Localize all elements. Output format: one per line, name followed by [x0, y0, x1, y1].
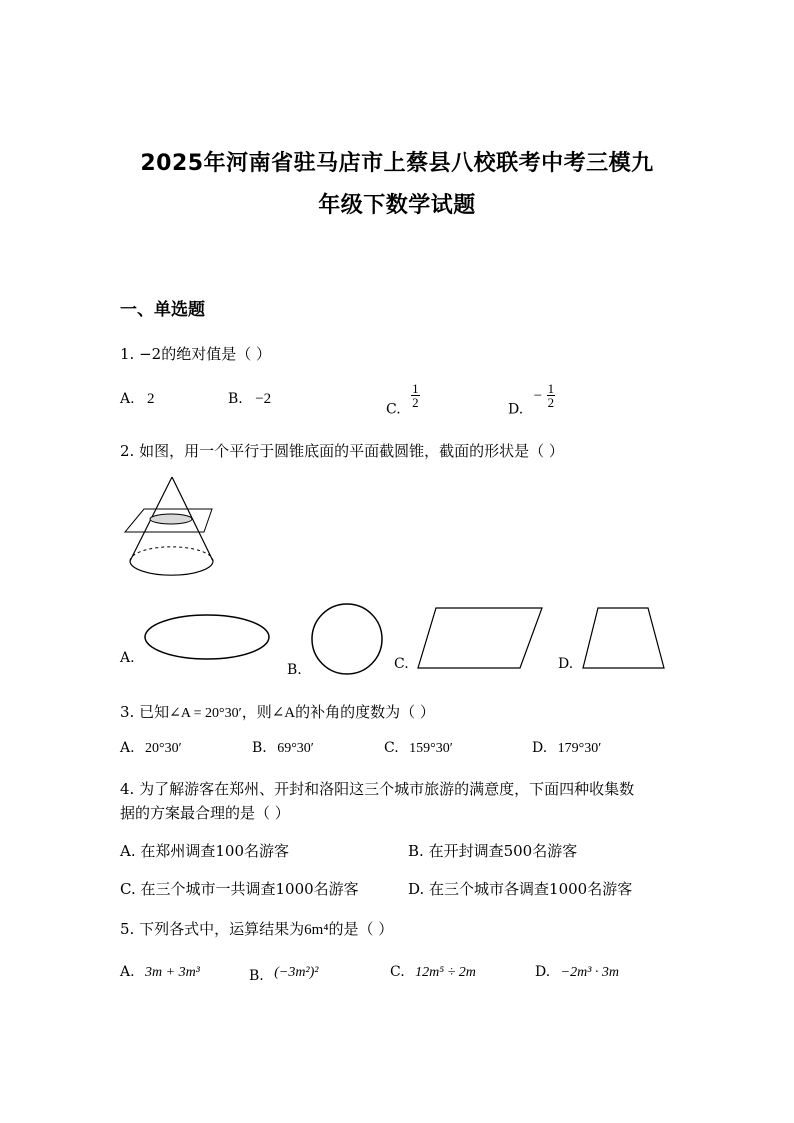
question-4-line-1: 4. 为了解游客在郑州、开封和洛阳这三个城市旅游的满意度，下面四种收集数: [120, 780, 635, 798]
section-heading: 一、单选题: [120, 300, 205, 320]
question-text: 5. 下列各式中，运算结果为: [120, 920, 305, 938]
q4-option-d[interactable]: [408, 878, 632, 899]
option-label: C.: [384, 740, 399, 756]
question-5: [120, 918, 393, 939]
title-line-2: 年级下数学试题: [318, 193, 476, 218]
option-label: B.: [252, 740, 267, 756]
option-label: C.: [120, 880, 136, 898]
option-value: 2: [147, 391, 155, 407]
fraction-numerator: 1: [547, 381, 555, 396]
q1-option-b[interactable]: [228, 391, 271, 408]
q3-option-b[interactable]: [252, 740, 314, 757]
option-value: 3m + 3m³: [145, 965, 200, 980]
q4-option-a[interactable]: [120, 840, 289, 861]
option-value: 12m⁵ ÷ 2m: [415, 965, 476, 980]
option-label: B.: [287, 662, 302, 678]
q5-option-d[interactable]: [535, 964, 619, 981]
option-label: B.: [408, 842, 424, 860]
fraction-numerator: 1: [412, 381, 419, 396]
parallelogram-shape: [414, 606, 546, 670]
angle-reference: ∠A: [271, 705, 296, 721]
option-label: D.: [408, 880, 425, 898]
option-label: D.: [558, 656, 574, 672]
question-3: [120, 701, 435, 722]
q3-option-c[interactable]: [384, 740, 453, 757]
option-label: A.: [120, 391, 135, 407]
question-text: 的是（ ）: [328, 920, 394, 938]
question-1: 1. −2的绝对值是（ ）: [120, 345, 271, 363]
question-text: 的补角的度数为（ ）: [295, 703, 435, 721]
fraction-denominator: 2: [547, 395, 555, 410]
q2-option-d[interactable]: [558, 656, 573, 672]
option-value: 20°30′: [145, 741, 182, 756]
option-value: 179°30′: [557, 741, 602, 756]
question-4-line-2: 据的方案最合理的是（ ）: [120, 804, 290, 822]
option-label: A.: [120, 964, 135, 980]
cone-section-figure: [120, 475, 230, 580]
q1-option-a[interactable]: [120, 391, 155, 408]
question-text: 3. 已知: [120, 703, 170, 721]
q5-option-c[interactable]: [390, 964, 476, 981]
question-2: 2. 如图，用一个平行于圆锥底面的平面截圆锥，截面的形状是（ ）: [120, 442, 564, 460]
option-value: 69°30′: [277, 741, 314, 756]
option-value: 159°30′: [409, 741, 453, 756]
option-value: −2m³ · 3m: [560, 965, 620, 980]
option-value: 在郑州调查100名游客: [140, 842, 290, 860]
target-expression: 6m⁴: [304, 922, 329, 938]
angle-expression: ∠A = 20°30′: [169, 706, 242, 721]
title-line-1: 2025年河南省驻马店市上蔡县八校联考中考三模九: [140, 151, 654, 176]
trapezoid-shape: [580, 606, 670, 670]
q5-option-b[interactable]: [249, 964, 318, 984]
q2-option-a[interactable]: [120, 650, 135, 666]
minus-sign: −: [533, 387, 543, 404]
option-label: A.: [120, 740, 135, 756]
option-label: C.: [394, 656, 409, 672]
q3-option-a[interactable]: [120, 740, 182, 757]
fraction: [547, 382, 556, 409]
option-value: 在三个城市一共调查1000名游客: [140, 880, 359, 898]
option-label: D.: [508, 401, 524, 418]
q1-option-c[interactable]: [386, 382, 420, 418]
option-label: A.: [120, 842, 136, 860]
q1-option-d[interactable]: [508, 382, 555, 418]
option-value: 在开封调查500名游客: [428, 842, 578, 860]
q4-option-c[interactable]: [120, 878, 359, 899]
option-label: B.: [228, 391, 243, 407]
q2-option-c[interactable]: [394, 656, 409, 672]
circle-shape: [309, 601, 385, 677]
option-label: A.: [120, 650, 135, 666]
q2-option-b[interactable]: [287, 662, 302, 678]
q4-option-b[interactable]: [408, 840, 577, 861]
option-label: D.: [535, 964, 551, 980]
fraction-denominator: 2: [412, 395, 419, 410]
q5-option-a[interactable]: [120, 964, 200, 981]
ellipse-shape: [143, 613, 273, 663]
question-text: ，则: [241, 703, 272, 721]
q3-option-d[interactable]: [532, 740, 601, 757]
option-label: C.: [386, 401, 401, 418]
option-label: D.: [532, 740, 548, 756]
option-label: B.: [249, 968, 264, 984]
fraction: [411, 382, 420, 409]
option-value: 在三个城市各调查1000名游客: [429, 880, 633, 898]
option-value: (−3m²)²: [274, 965, 319, 980]
option-label: C.: [390, 964, 405, 980]
option-value: −2: [255, 391, 272, 407]
